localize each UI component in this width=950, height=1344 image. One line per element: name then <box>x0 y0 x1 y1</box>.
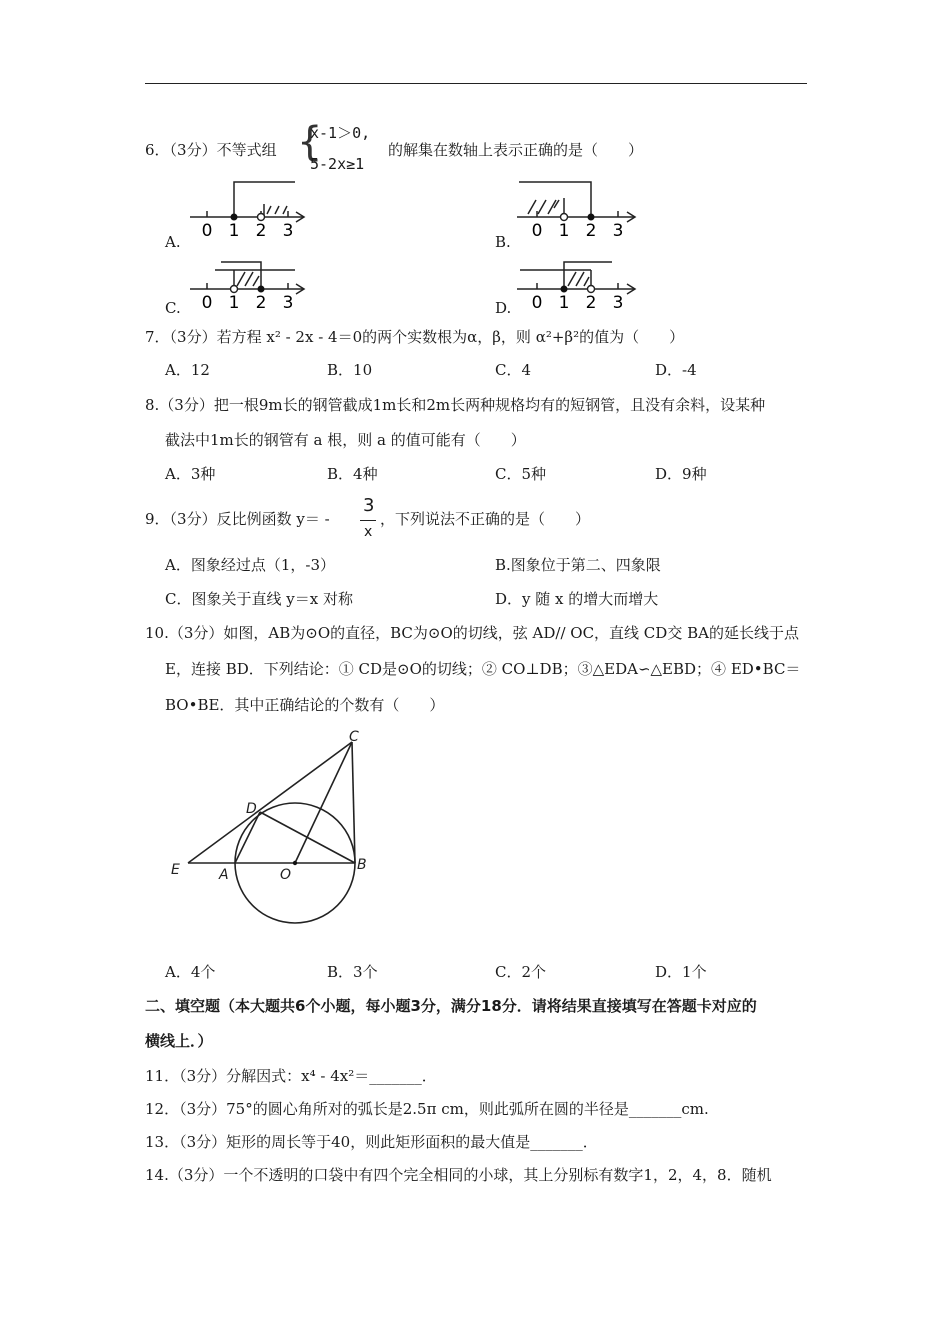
q9-fraction-denominator: x <box>364 524 373 540</box>
q6-suffix: 的解集在数轴上表示正确的是（ ） <box>388 141 644 159</box>
header-rule <box>145 83 807 84</box>
q10-option-a: A．4个 <box>165 963 216 981</box>
section-2-heading-line1: 二、填空题（本大题共6个小题，每小题3分，满分18分．请将结果直接填写在答题卡对应的 <box>145 997 757 1015</box>
tick-label: 0 <box>531 221 543 240</box>
q6-brace: { <box>297 119 323 165</box>
tick-label: 1 <box>558 221 570 240</box>
q11: 11．（3分）分解因式：x⁴ - 4x²＝_______． <box>145 1067 437 1085</box>
tick-label: 3 <box>612 293 624 313</box>
q6-number-line-a <box>185 178 315 240</box>
tick-label: 2 <box>255 221 267 240</box>
label-o: O <box>280 867 292 883</box>
q10-stem-line3: BO•BE．其中正确结论的个数有（ ） <box>165 696 445 714</box>
q6-number-line-c <box>185 258 315 314</box>
q9-option-b: B.图象位于第二、四象限 <box>495 556 661 574</box>
q9-fraction-bar <box>360 520 376 521</box>
q7-option-c: C．4 <box>495 361 532 379</box>
q8-option-b: B．4种 <box>327 465 378 483</box>
label-d: D <box>246 801 257 817</box>
q8-option-c: C．5种 <box>495 465 547 483</box>
tick-label: 3 <box>282 221 294 240</box>
q14: 14.（3分）一个不透明的口袋中有四个完全相同的小球，其上分别标有数字1，2，4，8．随机 <box>145 1166 772 1184</box>
tick-label: 0 <box>531 293 543 313</box>
q8-option-a: A．3种 <box>165 465 216 483</box>
segment-db <box>260 812 355 863</box>
q8-stem-line2: 截法中1m长的钢管有 a 根，则 a 的值可能有（ ） <box>165 431 526 449</box>
q9-option-a: A．图象经过点（1，-3） <box>165 556 335 574</box>
label-a: A <box>219 867 229 883</box>
tick-label: 2 <box>585 293 597 313</box>
q6-prefix: 6．（3分）不等式组 <box>145 141 277 159</box>
q6-option-c-label: C. <box>165 299 181 317</box>
q7-option-d: D．-4 <box>655 361 697 379</box>
q6-option-b-label: B. <box>495 233 511 251</box>
tick-label: 1 <box>228 293 240 313</box>
section-2-heading-line2: 横线上．） <box>145 1032 213 1050</box>
label-e: E <box>171 862 180 878</box>
q9-prefix: 9．（3分）反比例函数 y＝ - <box>145 510 330 528</box>
q6-inequality-1: x-1＞0, <box>310 124 371 142</box>
line-ec <box>188 742 352 863</box>
q7-stem: 7．（3分）若方程 x² - 2x - 4＝0的两个实数根为α，β，则 α²+β²的值为（ ） <box>145 328 685 346</box>
label-b: B <box>357 857 367 873</box>
q9-option-d: D．y 随 x 的增大而增大 <box>495 590 659 608</box>
tick-label: 1 <box>558 293 570 313</box>
q12: 12．（3分）75°的圆心角所对的弧长是2.5π cm，则此弧所在圆的半径是_______cm. <box>145 1100 709 1118</box>
q6-inequality-2: 5-2x≥1 <box>310 155 365 173</box>
q10-option-c: C．2个 <box>495 963 547 981</box>
tick-label: 0 <box>201 293 213 313</box>
label-c: C <box>349 729 359 745</box>
q8-option-d: D．9种 <box>655 465 707 483</box>
q10-geometry-figure <box>160 722 380 962</box>
q6-option-d-label: D. <box>495 299 512 317</box>
tick-label: 1 <box>228 221 240 240</box>
q8-stem-line1: 8.（3分）把一根9m长的钢管截成1m长和2m长两种规格均有的短钢管，且没有余料，设某种 <box>145 396 766 414</box>
q9-option-c: C．图象关于直线 y＝x 对称 <box>165 590 353 608</box>
q6-number-line-d <box>512 258 642 314</box>
center-point <box>293 861 297 865</box>
tick-label: 0 <box>201 221 213 240</box>
q7-option-a: A．12 <box>165 361 210 379</box>
q13: 13．（3分）矩形的周长等于40，则此矩形面积的最大值是_______． <box>145 1133 598 1151</box>
q6-option-a-label: A. <box>165 233 181 251</box>
tick-label: 2 <box>585 221 597 240</box>
q9-suffix: ，下列说法不正确的是（ ） <box>380 510 591 528</box>
q10-option-d: D．1个 <box>655 963 707 981</box>
tick-label: 3 <box>282 293 294 313</box>
q9-fraction-numerator: 3 <box>363 495 375 516</box>
q10-stem-line2: E，连接 BD．下列结论：① CD是⊙O的切线；② CO⊥DB；③△EDA∽△EBD；④ ED•BC＝ <box>165 660 801 678</box>
tick-label: 2 <box>255 293 267 313</box>
q10-stem-line1: 10.（3分）如图，AB为⊙O的直径，BC为⊙O的切线，弦 AD// OC，直线 CD交 BA的延长线于点 <box>145 624 799 642</box>
tick-label: 3 <box>612 221 624 240</box>
q6-number-line-b <box>512 178 642 240</box>
q7-option-b: B．10 <box>327 361 373 379</box>
segment-oc <box>295 742 352 863</box>
q10-option-b: B．3个 <box>327 963 378 981</box>
